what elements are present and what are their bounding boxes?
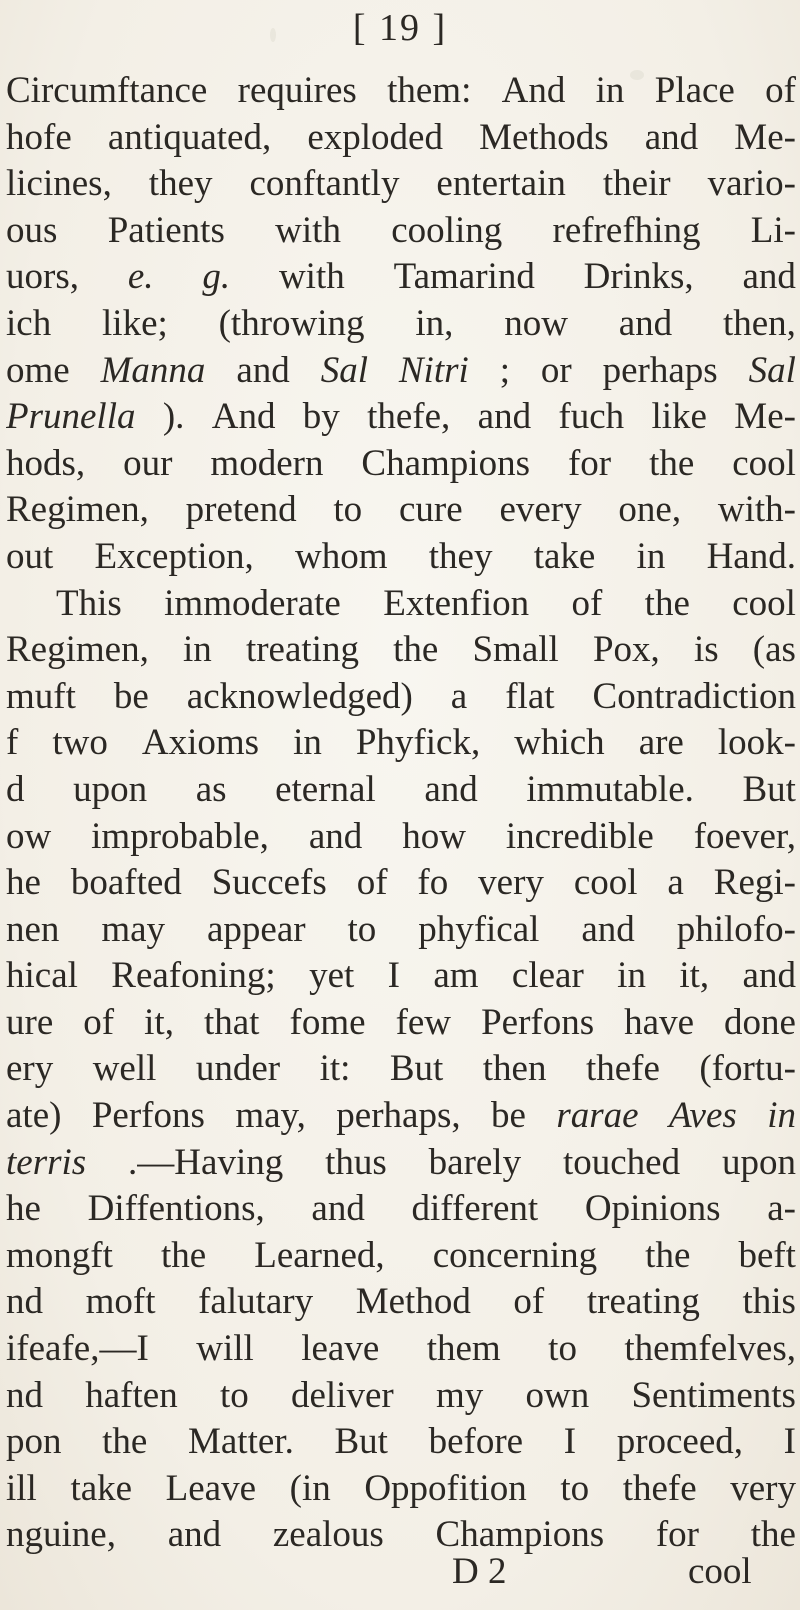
word: boafted (70, 862, 182, 904)
word: fome (289, 1001, 366, 1043)
word: Champions (361, 442, 530, 484)
word: entertain (436, 163, 566, 205)
word: leave (301, 1328, 380, 1370)
word: different (411, 1188, 539, 1230)
text-line (6, 115, 796, 162)
word: my (435, 1374, 484, 1416)
body-text (6, 68, 796, 1559)
word: for (567, 442, 612, 484)
text-line (6, 674, 796, 721)
word: by (302, 396, 340, 438)
word: which (514, 722, 605, 764)
word: Sal (748, 349, 796, 391)
word: Patients (107, 209, 225, 251)
word: for (655, 1514, 699, 1556)
signature-mark: D 2 (452, 1551, 507, 1592)
word: and (236, 349, 290, 391)
word: and (618, 302, 673, 344)
word: of (83, 1001, 115, 1043)
text-line (6, 953, 796, 1000)
word: ich (6, 302, 52, 344)
word: Aves (669, 1095, 737, 1137)
word: thefe, (367, 396, 451, 438)
text-line (6, 907, 796, 954)
text-line (6, 1419, 796, 1466)
word: and (742, 955, 796, 997)
word: pon (6, 1421, 62, 1463)
word: with- (717, 489, 796, 531)
word: and (742, 256, 796, 298)
word: upon (73, 768, 148, 810)
word: fo (417, 862, 449, 904)
text-line (6, 1140, 796, 1187)
word: Small (472, 629, 559, 671)
word: two (52, 722, 108, 764)
word: he (6, 862, 41, 904)
word: Leave (165, 1467, 257, 1509)
word: phyfical (418, 908, 540, 950)
text-line (6, 534, 796, 581)
word: and (308, 815, 363, 857)
word: with (275, 209, 341, 251)
word: (as (752, 629, 796, 671)
word: yet (309, 955, 355, 997)
word: licines, (6, 163, 112, 205)
word: immoderate (164, 582, 341, 624)
word: haften (85, 1374, 178, 1416)
text-line (6, 1279, 796, 1326)
word: barely (428, 1141, 522, 1183)
word: to (560, 1467, 590, 1509)
word: ow (6, 815, 52, 857)
text-line (6, 161, 796, 208)
word: improbable, (91, 815, 269, 857)
word: the (393, 629, 439, 671)
word: But (334, 1421, 388, 1463)
text-line (6, 1512, 796, 1559)
word: refrefhing (552, 209, 701, 251)
word: I (783, 1421, 796, 1463)
word: incredible (505, 815, 654, 857)
text-line (6, 1046, 796, 1093)
text-line (6, 254, 796, 301)
text-line (6, 1326, 796, 1373)
word: few (395, 1001, 452, 1043)
word: But (742, 768, 796, 810)
word: treating (245, 629, 359, 671)
word: may (101, 908, 166, 950)
word: done (724, 1001, 796, 1043)
word: a (450, 675, 468, 717)
word: the (160, 1234, 207, 1276)
word: ome (6, 349, 70, 391)
word: cool (573, 862, 638, 904)
word: that (203, 1001, 260, 1043)
word: clear (511, 955, 584, 997)
word: it: (319, 1048, 351, 1090)
word: (throwing (218, 302, 365, 344)
word: ill (6, 1467, 37, 1509)
word: cure (398, 489, 463, 531)
word: and (424, 768, 478, 810)
word: flat (505, 675, 555, 717)
word: modern (210, 442, 324, 484)
word: nen (6, 908, 60, 950)
word: But (389, 1048, 444, 1090)
word: to (219, 1374, 249, 1416)
word: and (167, 1514, 222, 1556)
word: moft (85, 1281, 156, 1323)
word: nd (6, 1374, 43, 1416)
word: appear (206, 908, 306, 950)
word: he (6, 1188, 41, 1230)
text-line (6, 767, 796, 814)
word: Methods (479, 116, 609, 158)
word: Tamarind (393, 256, 535, 298)
word: And (501, 70, 566, 111)
word: it, (144, 1001, 174, 1043)
word: thefe (585, 1048, 660, 1090)
word: is (693, 629, 719, 671)
word: like (651, 396, 707, 438)
word: be (113, 675, 149, 717)
word: take (533, 535, 596, 577)
word: the (645, 1234, 691, 1276)
word: in (617, 955, 646, 997)
word: how (402, 815, 466, 857)
word: hods, (6, 442, 86, 484)
word: uors, (6, 256, 79, 298)
word: our (123, 442, 173, 484)
word: in (636, 535, 666, 577)
word: the (102, 1421, 148, 1463)
word: thefe (622, 1467, 697, 1509)
word: ; (499, 349, 510, 391)
word: and (581, 908, 635, 950)
text-line (6, 1466, 796, 1513)
word: Regimen, (6, 629, 149, 671)
word: This (56, 582, 122, 624)
word: Regi- (713, 862, 796, 904)
word: perhaps (602, 349, 718, 391)
word: vario- (707, 163, 796, 205)
text-line (6, 720, 796, 767)
word: like; (102, 302, 168, 344)
word: requires (237, 70, 357, 111)
word: And (211, 396, 276, 438)
word: own (525, 1374, 590, 1416)
word: of (356, 862, 388, 904)
word: Phyfick, (355, 722, 481, 764)
word: Me- (734, 396, 796, 438)
word: a- (767, 1188, 796, 1230)
word: they (148, 163, 213, 205)
word: under (195, 1048, 281, 1090)
word: of (513, 1281, 545, 1323)
word: I (563, 1421, 577, 1463)
text-line (6, 860, 796, 907)
text-line (6, 1093, 796, 1140)
word: ). (162, 396, 185, 438)
word: rarae (556, 1095, 639, 1137)
catchword: cool (688, 1551, 752, 1592)
word: a (667, 862, 684, 904)
word: Sentiments (631, 1374, 796, 1416)
word: perhaps, (336, 1095, 461, 1137)
word: every (499, 489, 582, 531)
word: Circumftance (6, 70, 208, 111)
word: hofe (6, 116, 72, 158)
word: and (644, 116, 699, 158)
word: Perfons (91, 1095, 205, 1137)
word: nguine, (6, 1514, 116, 1556)
word: cooling (391, 209, 503, 251)
text-line (6, 1186, 796, 1233)
text-line (6, 208, 796, 255)
word: terris (6, 1141, 87, 1183)
word: are (638, 722, 684, 764)
text-line (6, 348, 796, 395)
word: as (195, 768, 227, 810)
text-line (6, 441, 796, 488)
text-line (6, 581, 796, 628)
word: to (333, 489, 363, 531)
word: and (311, 1188, 365, 1230)
word: may, (235, 1095, 306, 1137)
text-line (6, 814, 796, 861)
text-line (6, 1373, 796, 1420)
word: Prunella (6, 396, 136, 438)
word: ery (6, 1048, 54, 1090)
word: Perfons (481, 1001, 595, 1043)
word: conftantly (249, 163, 400, 205)
word: (fortu- (699, 1048, 796, 1090)
word: they (428, 535, 493, 577)
word: nd (6, 1281, 43, 1323)
word: Succefs (211, 862, 327, 904)
text-line (6, 301, 796, 348)
word: Drinks, (583, 256, 694, 298)
word: the (750, 1514, 796, 1556)
word: cool (732, 582, 796, 624)
word: ate) (6, 1095, 62, 1137)
word: hical (6, 955, 78, 997)
word: or (540, 349, 572, 391)
word: acknowledged) (186, 675, 413, 717)
word: the (649, 442, 695, 484)
word: beft (738, 1234, 796, 1276)
word: look- (717, 722, 796, 764)
word: I (387, 955, 400, 997)
text-line (6, 1233, 796, 1280)
word: concerning (432, 1234, 598, 1276)
word: Sal (320, 349, 368, 391)
word: .—Having (128, 1141, 284, 1183)
word: to (548, 1328, 577, 1370)
text-line (6, 68, 796, 115)
word: in (767, 1095, 796, 1137)
word: Learned, (254, 1234, 385, 1276)
word: Pox, (592, 629, 660, 671)
word: Nitri (398, 349, 469, 391)
word: e. (127, 256, 154, 298)
word: it, (679, 955, 710, 997)
word: Li- (750, 209, 796, 251)
word: Matter. (187, 1421, 294, 1463)
word: Method (355, 1281, 471, 1323)
word: eternal (275, 768, 376, 810)
word: have (624, 1001, 694, 1043)
word: Me- (734, 116, 796, 158)
word: them: (387, 70, 472, 111)
word: immutable. (526, 768, 694, 810)
word: (in (289, 1467, 331, 1509)
word: Champions (435, 1514, 605, 1556)
word: pretend (185, 489, 297, 531)
word: upon (721, 1141, 796, 1183)
word: falutary (198, 1281, 314, 1323)
word: this (742, 1281, 796, 1323)
word: in, (415, 302, 454, 344)
word: now (504, 302, 568, 344)
word: of (765, 70, 796, 111)
word: f (6, 722, 19, 764)
text-line (6, 627, 796, 674)
word: Diffentions, (87, 1188, 265, 1230)
word: with (278, 256, 345, 298)
word: Exception, (94, 535, 254, 577)
word: then, (722, 302, 796, 344)
word: g. (202, 256, 231, 298)
word: Place (654, 70, 735, 111)
word: before (428, 1421, 524, 1463)
word: very (478, 862, 544, 904)
word: and (477, 396, 532, 438)
text-line (6, 1000, 796, 1047)
word: to (347, 908, 377, 950)
word: of (571, 582, 603, 624)
word: fuch (558, 396, 625, 438)
word: muft (6, 675, 76, 717)
word: Regimen, (6, 489, 149, 531)
word: zealous (272, 1514, 384, 1556)
word: am (433, 955, 479, 997)
word: very (730, 1467, 796, 1509)
word: foever, (693, 815, 796, 857)
word: touched (562, 1141, 681, 1183)
word: themfelves, (624, 1328, 796, 1370)
word: in (183, 629, 212, 671)
word: ous (6, 209, 58, 251)
word: then (482, 1048, 547, 1090)
word: thus (325, 1141, 387, 1183)
word: ifeafe,—I (6, 1328, 149, 1370)
page-number: [ 19 ] (352, 7, 448, 49)
word: Axioms (141, 722, 260, 764)
word: in (293, 722, 322, 764)
word: exploded (307, 116, 443, 158)
word: antiquated, (107, 116, 272, 158)
word: out (6, 535, 54, 577)
word: Manna (100, 349, 206, 391)
word: Reafoning; (111, 955, 276, 997)
word: Oppofition (364, 1467, 527, 1509)
word: Opinions (584, 1188, 721, 1230)
word: philofo- (676, 908, 796, 950)
word: ure (6, 1001, 54, 1043)
word: one, (618, 489, 682, 531)
word: take (70, 1467, 133, 1509)
word: their (602, 163, 671, 205)
word: deliver (290, 1374, 394, 1416)
word: proceed, (616, 1421, 744, 1463)
word: be (491, 1095, 526, 1137)
word: in (595, 70, 625, 111)
word: whom (295, 535, 388, 577)
word: d (6, 768, 25, 810)
word: Contradiction (592, 675, 796, 717)
word: will (196, 1328, 254, 1370)
word: treating (586, 1281, 700, 1323)
word: Hand. (706, 535, 796, 577)
word: well (92, 1048, 157, 1090)
text-line (6, 487, 796, 534)
word: cool (732, 442, 796, 484)
word: them (426, 1328, 501, 1370)
word: Extenfion (383, 582, 530, 624)
word: the (644, 582, 690, 624)
text-line (6, 394, 796, 441)
word: mongft (6, 1234, 113, 1276)
